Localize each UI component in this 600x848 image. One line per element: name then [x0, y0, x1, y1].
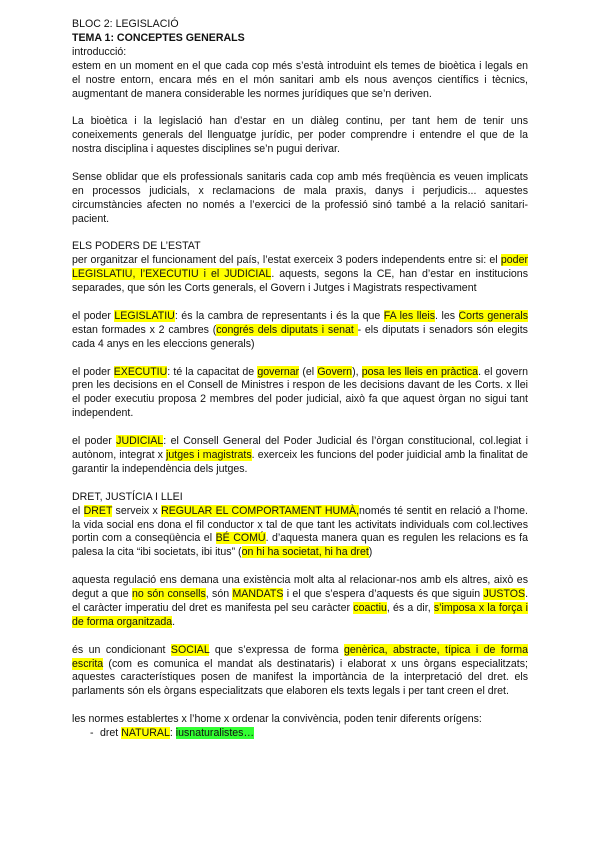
- highlight: s’imposa x la força i de forma organitzada: [72, 601, 528, 628]
- highlight: congrés dels diputats i senat: [216, 323, 358, 336]
- tema-title: TEMA 1: CONCEPTES GENERALS: [72, 31, 245, 44]
- highlight: no són consells: [132, 588, 206, 601]
- highlight: Govern: [317, 365, 353, 378]
- legislatiu-paragraph: el poder LEGISLATIU: és la cambra de representants i és la que FA les lleis. les Corts generals estan formades x 2 cambres (congrés dels diputats i senat - els diputats i senadors són elegits cada 4 anys en les eleccions generals): [72, 309, 528, 350]
- highlight: poder LEGISLATIU, l’EXECUTIU i el JUDICIAL: [72, 254, 528, 281]
- intro-paragraph-2: La bioètica i la legislació han d’estar en un diàleg continu, per tant hem de tenir uns coneixements generals del llenguatge jurídic, per poder comprendre i entendre el que de la nostra disciplina i aquestes disciplines se’n pugui derivar.: [72, 115, 528, 156]
- highlight: on hi ha societat, hi ha dret: [241, 546, 369, 559]
- highlight: Corts generals: [458, 309, 528, 322]
- bullet-dash: -: [90, 727, 94, 740]
- highlight: jutges i magistrats: [166, 449, 252, 461]
- document-page: [72, 18, 528, 741]
- highlight: JUSTOS: [483, 588, 526, 601]
- highlight: SOCIAL: [170, 643, 210, 656]
- highlight: MANDATS: [232, 588, 284, 601]
- intro-label: introducció:: [72, 45, 127, 58]
- highlight: EXECUTIU: [113, 365, 168, 378]
- highlight: BÉ COMÚ: [215, 532, 266, 545]
- highlight: NATURAL: [121, 727, 170, 740]
- intro-paragraph-1: estem en un moment en el que cada cop més s’està introduint els temes de bioètica i legals en el nostre entorn, encara més en el món sanitari amb els nous avenços científics i tècnics, augmentant de manera considerable les normes jurídiques que se’n deriven.: [72, 59, 528, 100]
- judicial-paragraph: el poder JUDICIAL: el Consell General del Poder Judicial és l’òrgan constitucional, col.legiat i autònom, integrat x jutges i magistrats. exerceix les funcions del poder juidicial amb la finalitat de garantir la independència dels jutges.: [72, 435, 529, 475]
- highlight: FA les lleis: [383, 309, 435, 322]
- highlight: genèrica, abstracte, típica i de forma escrita: [72, 643, 528, 670]
- highlight: coactiu: [353, 601, 387, 614]
- poders-paragraph: per organitzar el funcionament del país, l’estat exerceix 3 poders independents entre si: el poder LEGISLATIU, l’EXECUTIU i el JUDICIAL. aquests, segons la CE, han d’estar en institucions separades, que són les Corts generals, el Govern i Jutges i Magistrats respectivament: [72, 254, 528, 295]
- origins-list: [72, 727, 528, 741]
- executiu-paragraph: el poder EXECUTIU: té la capacitat de governar (el Govern), posa les lleis en pràctica. el govern pren les decisions en el Consell de Ministres i respon de les decisions davant de les Corts. x llei el poder executiu proposa 2 membres del poder judicial, això fa que aquest òrgan no sigui tant independent.: [72, 365, 528, 420]
- highlight: DRET: [83, 504, 113, 517]
- intro-paragraph-3: Sense oblidar que els professionals sanitaris cada cop amb més freqüència es veuen implicats en processos judicials, x reclamacions de mala praxis, danys i perjudicis... aquestes circumstàncies afecten no només a l’exercici de la professió sinó també a la relació sanitari-pacient.: [72, 170, 528, 225]
- bloc-heading: BLOC 2: LEGISLACIÓ: [72, 18, 179, 30]
- highlight: governar: [257, 365, 300, 378]
- dret-paragraph-1: el DRET serveix x REGULAR EL COMPORTAMENT HUMÀ,només té sentit en relació a l’home. la vida social ens dona el fil conductor x tal de que tant les activitats individuals com col.lectives portin com a conseqüència el BÉ COMÚ. d’aquesta manera quan es regulen les relacions es fa palesa la cita “ibi societats, ibi itus” (on hi ha societat, hi ha dret): [72, 504, 528, 559]
- dret-paragraph-3: és un condicionant SOCIAL que s’expressa de forma genèrica, abstracte, típica i de forma escrita (com es comunica el mandat als destinataris) i elaborat x uns òrgans especialitzats; aquestes característiques posen de manifest la importància de la interpretació del dret. els parlaments són els òrgans especialitzats que elaboren els texts legals i per tant creen el dret.: [72, 643, 528, 698]
- highlight: posa les lleis en pràctica: [361, 365, 479, 378]
- dret-heading: DRET, JUSTÍCIA I LLEI: [72, 490, 183, 503]
- highlight: REGULAR EL COMPORTAMENT HUMÀ,: [161, 504, 360, 517]
- dret-paragraph-2: aquesta regulació ens demana una existència molt alta al relacionar-nos amb els altres, això es degut a que no són consells, són MANDATS i el que s’espera d’aquests és que siguin JUSTOS. el caràcter imperatiu del dret es manifesta pel seu caràcter coactiu, és a dir, s’imposa x la força i de forma organitzada.: [72, 574, 529, 628]
- dret-paragraph-4: les normes establertes x l’home x ordenar la convivència, poden tenir diferents orígens:: [72, 713, 482, 726]
- highlight: LEGISLATIU: [114, 309, 175, 322]
- highlight: JUDICIAL: [116, 435, 164, 448]
- poders-heading: ELS PODERS DE L’ESTAT: [72, 240, 201, 253]
- list-item: - dret NATURAL: iusnaturalistes…: [90, 727, 255, 740]
- highlight-green: iusnaturalistes…: [175, 727, 255, 740]
